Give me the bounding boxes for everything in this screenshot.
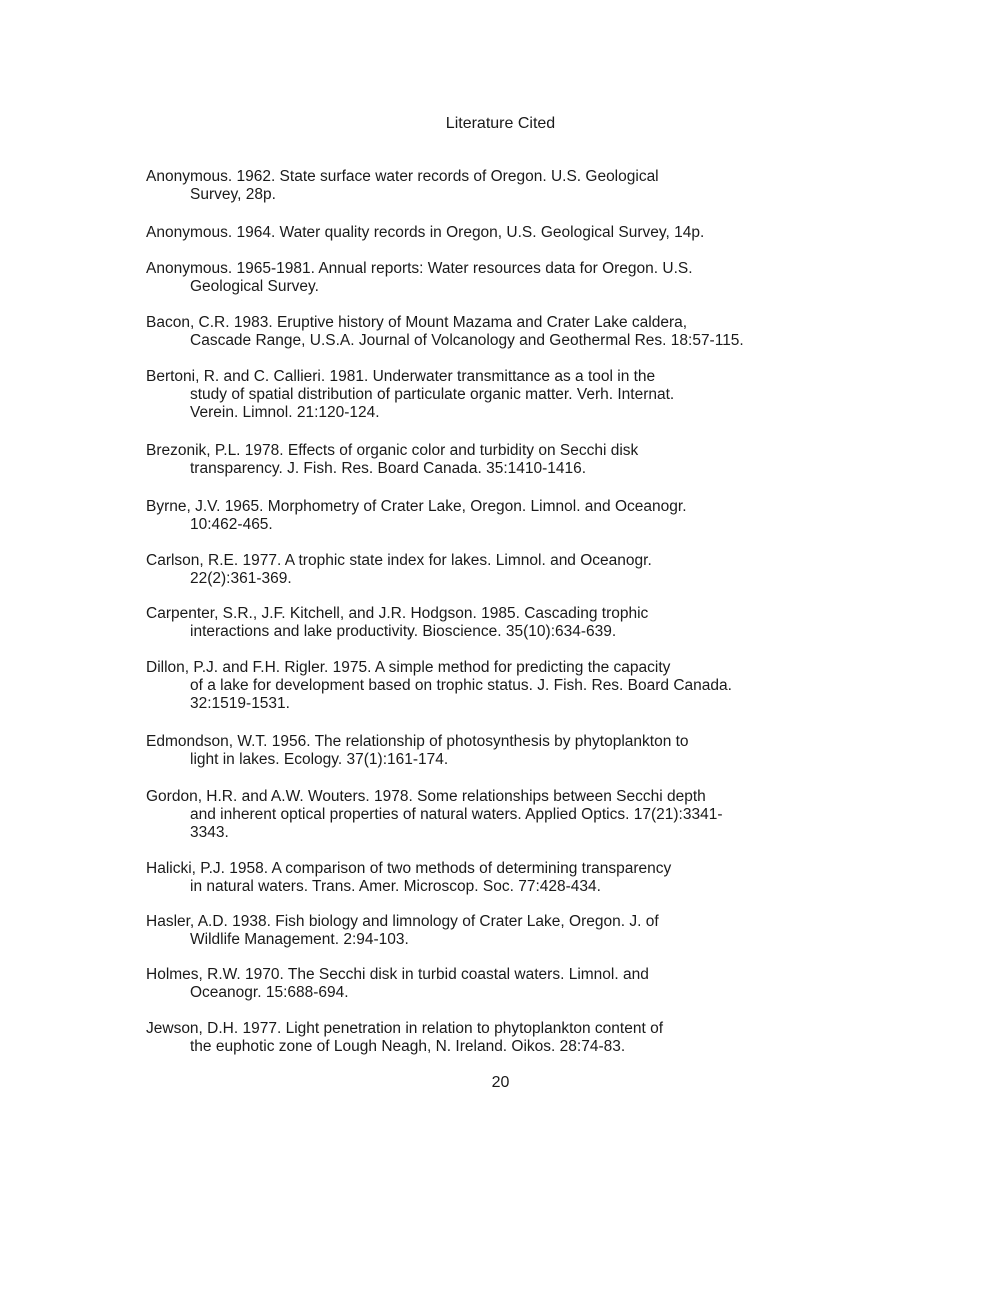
reference-carpenter-1985 — [146, 605, 866, 641]
reference-line: Bacon, C.R. 1983. Eruptive history of Mount Mazama and Crater Lake caldera, — [146, 314, 688, 331]
page-heading: Literature Cited — [445, 115, 556, 132]
reference-line: Geological Survey. — [190, 278, 319, 295]
reference-line: Bertoni, R. and C. Callieri. 1981. Underwater transmittance as a tool in the — [146, 368, 656, 385]
reference-brezonik-1978 — [146, 442, 866, 478]
reference-line: Edmondson, W.T. 1956. The relationship of photosynthesis by phytoplankton to — [146, 733, 689, 750]
reference-line: 22(2):361-369. — [190, 570, 292, 587]
reference-line: Holmes, R.W. 1970. The Secchi disk in turbid coastal waters. Limnol. and — [146, 966, 649, 983]
reference-anonymous-1964 — [146, 224, 866, 242]
reference-line: Hasler, A.D. 1938. Fish biology and limnology of Crater Lake, Oregon. J. of — [146, 913, 659, 930]
reference-line: 10:462-465. — [190, 516, 273, 533]
reference-line: Anonymous. 1965-1981. Annual reports: Water resources data for Oregon. U.S. — [146, 260, 693, 277]
reference-line: Jewson, D.H. 1977. Light penetration in relation to phytoplankton content of — [146, 1020, 664, 1037]
reference-bacon-1983 — [146, 314, 866, 350]
reference-line: Oceanogr. 15:688-694. — [190, 984, 349, 1001]
reference-bertoni-1981 — [146, 368, 866, 422]
reference-dillon-1975 — [146, 659, 866, 713]
reference-line: Cascade Range, U.S.A. Journal of Volcanology and Geothermal Res. 18:57-115. — [190, 332, 744, 349]
reference-byrne-1965 — [146, 498, 866, 534]
reference-line: study of spatial distribution of particulate organic matter. Verh. Internat. — [190, 386, 675, 403]
reference-line: 32:1519-1531. — [190, 695, 290, 712]
reference-gordon-1978 — [146, 788, 866, 842]
reference-anonymous-1962 — [146, 168, 866, 204]
reference-hasler-1938 — [146, 913, 866, 949]
reference-anonymous-1965-1981 — [146, 260, 866, 296]
reference-line: Carlson, R.E. 1977. A trophic state index for lakes. Limnol. and Oceanogr. — [146, 552, 652, 569]
reference-line: Halicki, P.J. 1958. A comparison of two methods of determining transparency — [146, 860, 672, 877]
reference-edmondson-1956 — [146, 733, 866, 769]
reference-line: 3343. — [190, 824, 229, 841]
reference-line: Gordon, H.R. and A.W. Wouters. 1978. Some relationships between Secchi depth — [146, 788, 706, 805]
reference-line: of a lake for development based on trophic status. J. Fish. Res. Board Canada. — [190, 677, 732, 694]
reference-line: Wildlife Management. 2:94-103. — [190, 931, 409, 948]
reference-halicki-1958 — [146, 860, 866, 896]
reference-line: Brezonik, P.L. 1978. Effects of organic color and turbidity on Secchi disk — [146, 442, 639, 459]
reference-line: Byrne, J.V. 1965. Morphometry of Crater Lake, Oregon. Limnol. and Oceanogr. — [146, 498, 687, 515]
reference-line: the euphotic zone of Lough Neagh, N. Ireland. Oikos. 28:74-83. — [190, 1038, 626, 1055]
reference-line: Carpenter, S.R., J.F. Kitchell, and J.R. Hodgson. 1985. Cascading trophic — [146, 605, 649, 622]
reference-line: Anonymous. 1964. Water quality records in Oregon, U.S. Geological Survey, 14p. — [146, 224, 705, 241]
reference-line: transparency. J. Fish. Res. Board Canada. 35:1410-1416. — [190, 460, 587, 477]
reference-line: Dillon, P.J. and F.H. Rigler. 1975. A simple method for predicting the capacity — [146, 659, 671, 676]
reference-line: interactions and lake productivity. Bioscience. 35(10):634-639. — [190, 623, 617, 640]
reference-jewson-1977 — [146, 1020, 866, 1056]
reference-line: Anonymous. 1962. State surface water records of Oregon. U.S. Geological — [146, 168, 659, 185]
reference-carlson-1977 — [146, 552, 866, 588]
reference-line: and inherent optical properties of natural waters. Applied Optics. 17(21):3341- — [190, 806, 723, 823]
reference-line: in natural waters. Trans. Amer. Microscop. Soc. 77:428-434. — [190, 878, 601, 895]
reference-line: light in lakes. Ecology. 37(1):161-174. — [190, 751, 449, 768]
reference-holmes-1970 — [146, 966, 866, 1002]
page-number: 20 — [491, 1074, 510, 1091]
reference-line: Survey, 28p. — [190, 186, 276, 203]
reference-line: Verein. Limnol. 21:120-124. — [190, 404, 380, 421]
